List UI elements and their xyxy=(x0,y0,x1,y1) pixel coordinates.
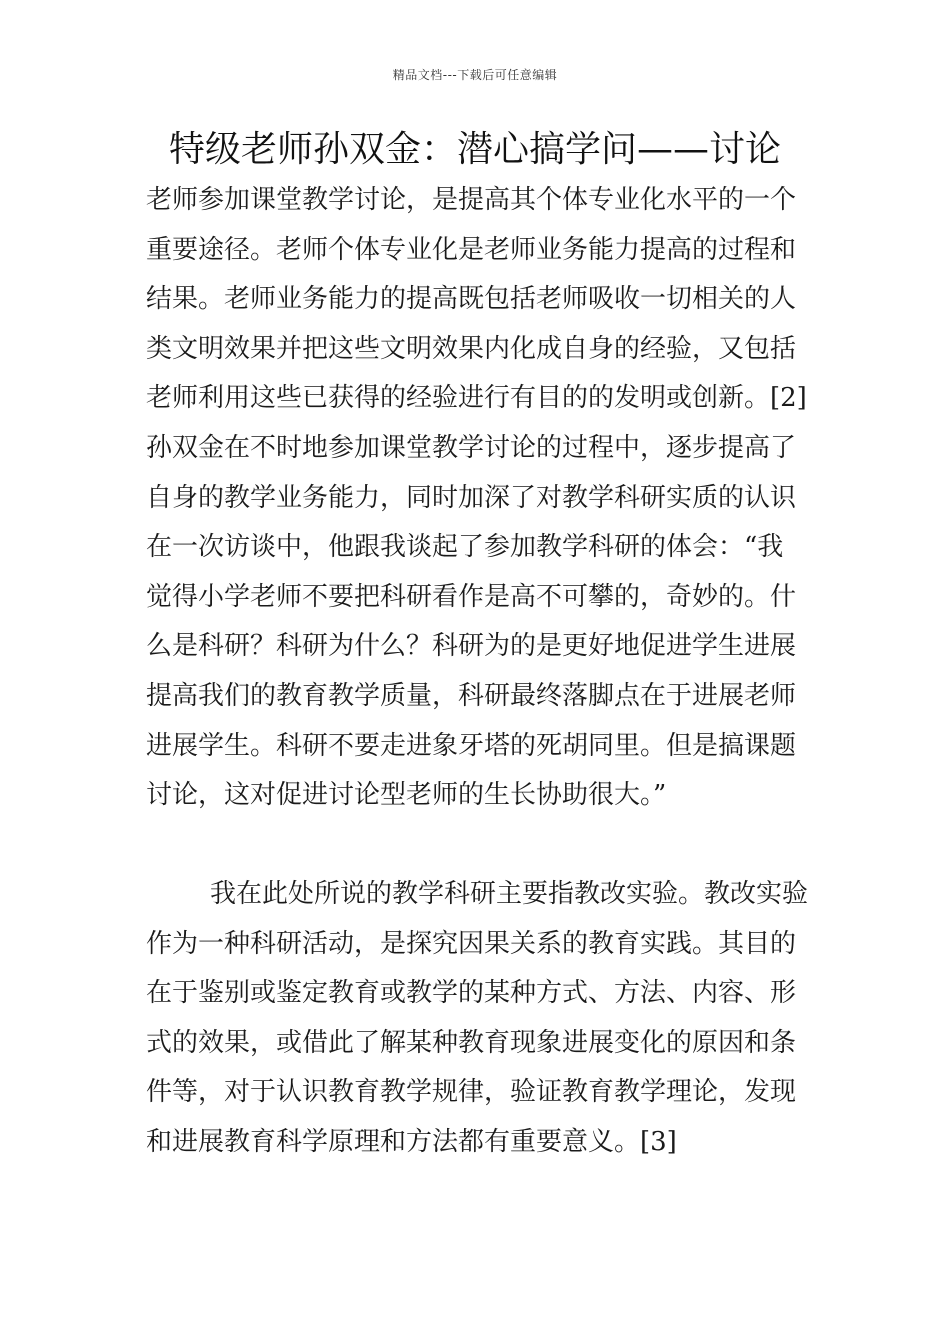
text-line: 么是科研？科研为什么？科研为的是更好地促进学生进展 xyxy=(146,631,797,662)
text-line: 和进展教育科学原理和方法都有重要意义。[3] xyxy=(146,1126,677,1157)
text-line: 老师利用这些已获得的经验进行有目的的发明或创新。[2] xyxy=(146,383,807,414)
text-line: 老师参加课堂教学讨论，是提高其个体专业化水平的一个 xyxy=(146,185,797,215)
paragraph-1 xyxy=(146,176,810,821)
text-line: 重要途径。老师个体专业化是老师业务能力提高的过程和 xyxy=(146,234,797,265)
text-line: 孙双金在不时地参加课堂教学讨论的过程中，逐步提高了 xyxy=(146,432,797,463)
page-header: 精品文档---下载后可任意编辑 xyxy=(392,68,558,82)
text-line: 进展学生。科研不要走进象牙塔的死胡同里。但是搞课题 xyxy=(146,730,797,761)
text-line: 式的效果，或借此了解某种教育现象进展变化的原因和条 xyxy=(146,1027,797,1058)
paragraph-2 xyxy=(146,870,810,1168)
text-line: 我在此处所说的教学科研主要指教改实验。教改实验 xyxy=(210,879,809,909)
text-line: 觉得小学老师不要把科研看作是高不可攀的，奇妙的。什 xyxy=(146,581,797,612)
document-title: 特级老师孙双金：潜心搞学问——讨论 xyxy=(168,129,781,170)
text-line: 作为一种科研活动，是探究因果关系的教育实践。其目的 xyxy=(146,928,797,959)
text-line: 结果。老师业务能力的提高既包括老师吸收一切相关的人 xyxy=(146,284,797,315)
text-line: 讨论，这对促进讨论型老师的生长协助很大。” xyxy=(146,780,667,811)
text-line: 类文明效果并把这些文明效果内化成自身的经验，又包括 xyxy=(146,333,797,364)
text-line: 在一次访谈中，他跟我谈起了参加教学科研的体会：“我 xyxy=(146,532,784,563)
text-line: 自身的教学业务能力，同时加深了对教学科研实质的认识 xyxy=(146,482,797,513)
text-line: 提高我们的教育教学质量，科研最终落脚点在于进展老师 xyxy=(146,680,797,711)
text-line: 件等，对于认识教育教学规律，验证教育教学理论，发现 xyxy=(146,1077,797,1108)
text-line: 在于鉴别或鉴定教育或教学的某种方式、方法、内容、形 xyxy=(146,978,797,1009)
